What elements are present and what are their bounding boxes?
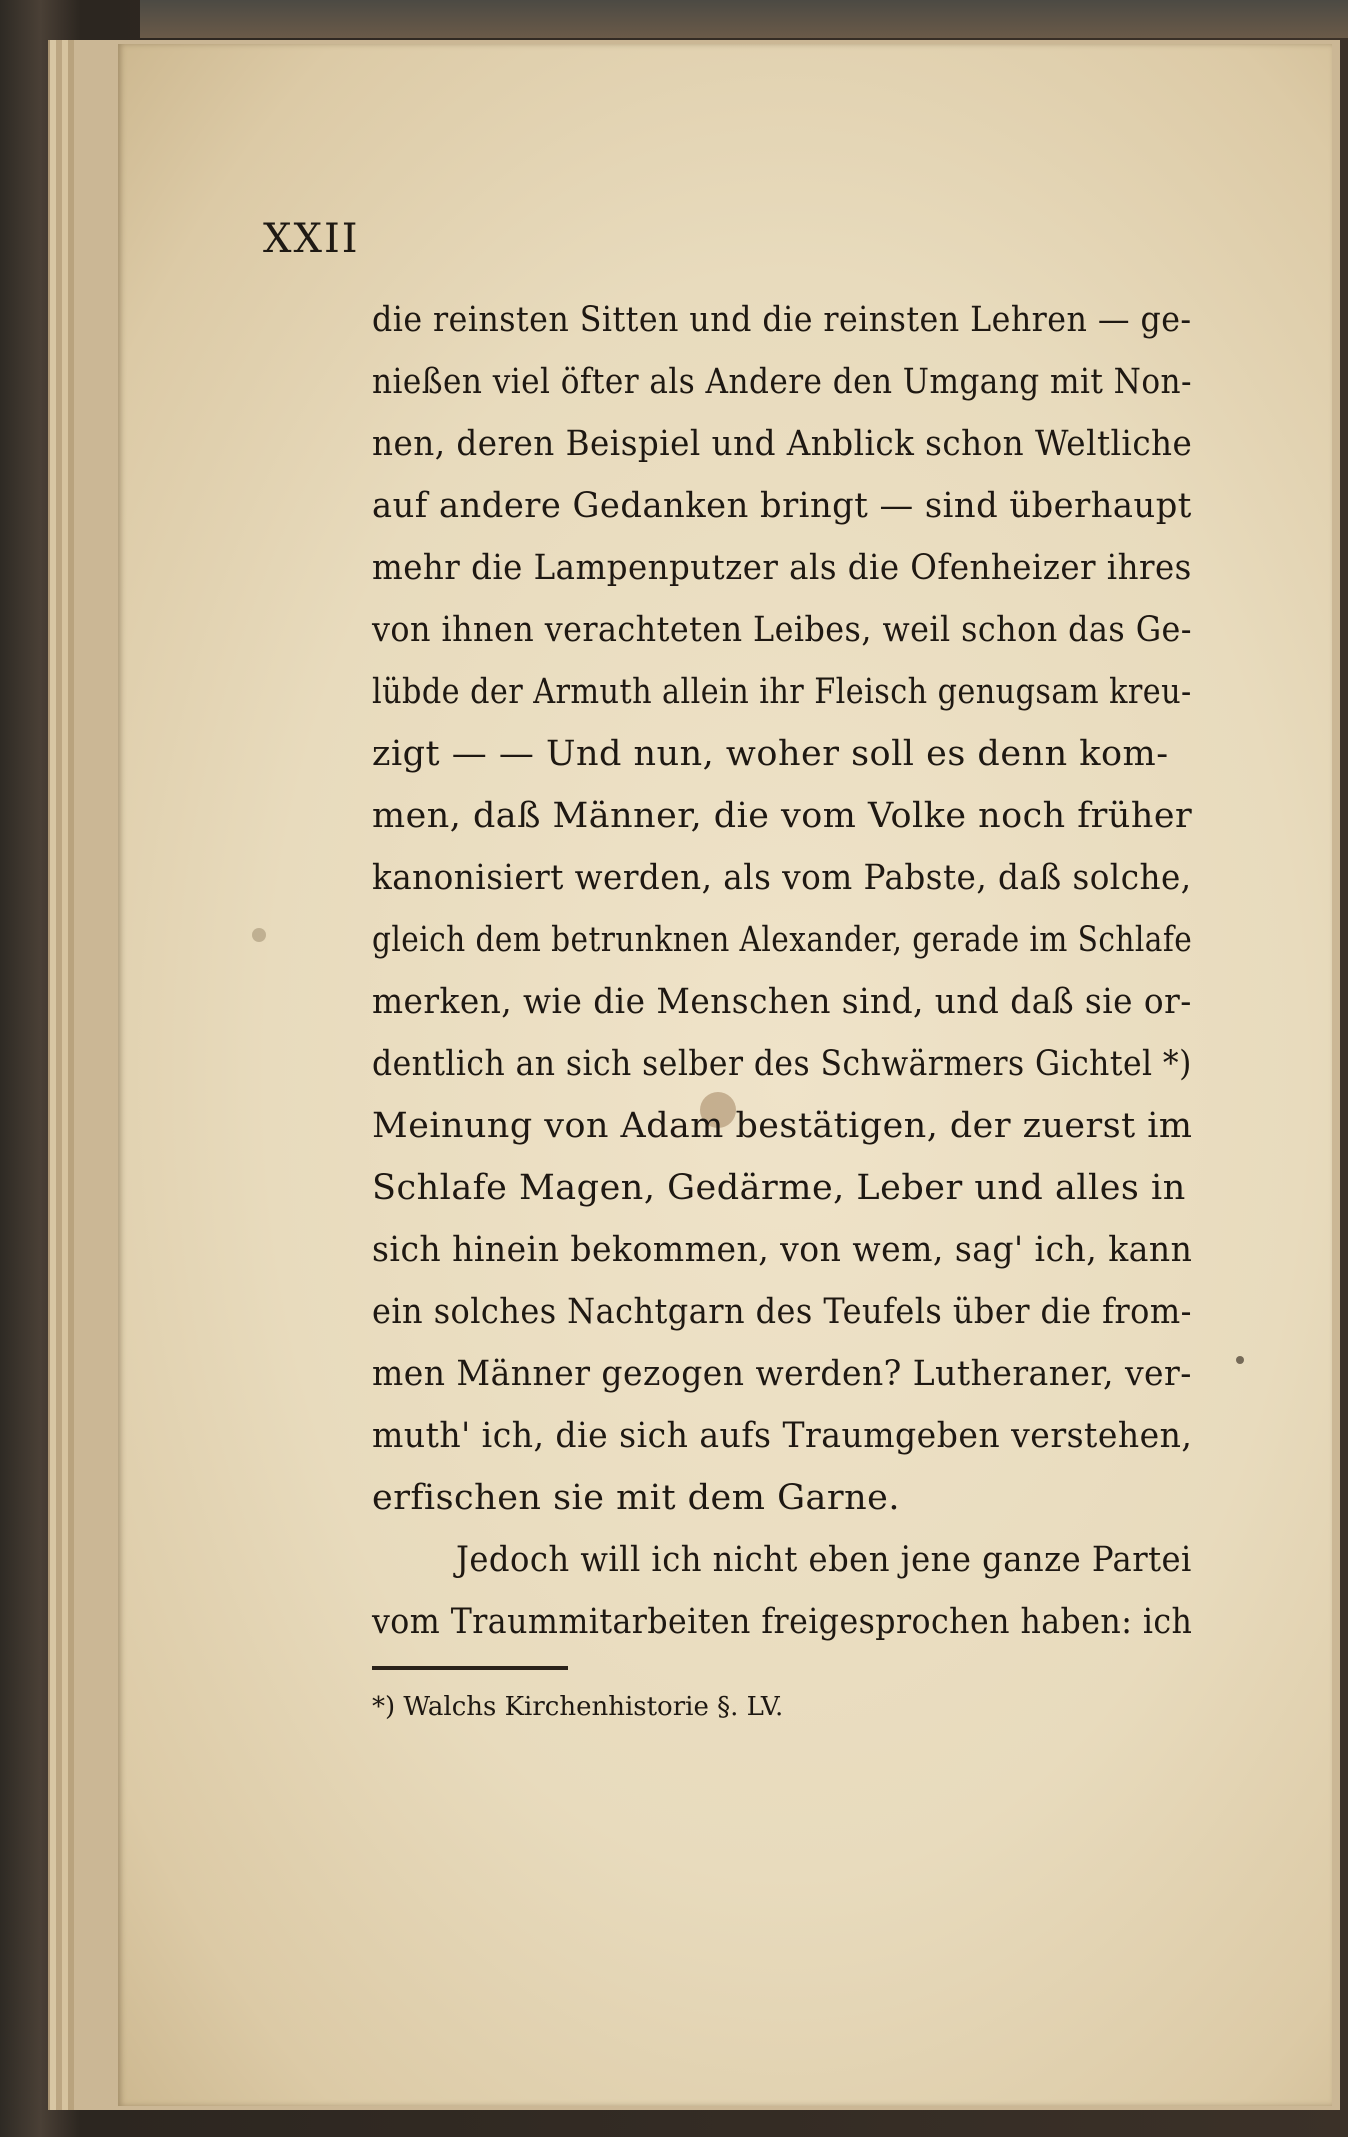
- text-line: merken, wie die Menschen sind, und daß sie or-: [372, 982, 1192, 1022]
- text-line: von ihnen verachteten Leibes, weil schon das Ge-: [372, 610, 1193, 650]
- text-line: men, daß Männer, die vom Volke noch früher: [372, 796, 1193, 836]
- text-line: Meinung von Adam bestätigen, der zuerst im: [372, 1106, 1193, 1146]
- text-line: Jedoch will ich nicht eben jene ganze Partei: [456, 1540, 1192, 1580]
- text-line: die reinsten Sitten und die reinsten Lehren — ge-: [372, 300, 1192, 340]
- paper-stain: [252, 928, 266, 942]
- text-line: auf andere Gedanken bringt — sind überhaupt: [372, 486, 1192, 526]
- text-line: ein solches Nachtgarn des Teufels über die from-: [372, 1292, 1192, 1332]
- footnote-rule: [372, 1666, 568, 1670]
- text-line: erfischen sie mit dem Garne.: [372, 1478, 901, 1518]
- text-line: nießen viel öfter als Andere den Umgang mit Non-: [372, 362, 1192, 402]
- text-line: Schlafe Magen, Gedärme, Leber und alles in: [372, 1168, 1186, 1208]
- book-cover-edge: [140, 0, 1348, 38]
- paper-stain: [1236, 1356, 1244, 1364]
- text-line: zigt — — Und nun, woher soll es denn kom-: [372, 734, 1169, 774]
- footnote: *) Walchs Kirchenhistorie §. LV.: [372, 1692, 784, 1722]
- text-line: kanonisiert werden, als vom Pabste, daß solche,: [372, 858, 1192, 898]
- text-line: mehr die Lampenputzer als die Ofenheizer ihres: [372, 548, 1192, 588]
- text-line: nen, deren Beispiel und Anblick schon Weltliche: [372, 424, 1193, 464]
- text-line: dentlich an sich selber des Schwärmers Gichtel *): [372, 1044, 1192, 1084]
- text-line: muth' ich, die sich aufs Traumgeben verstehen,: [372, 1416, 1193, 1456]
- text-line: gleich dem betrunknen Alexander, gerade im Schlafe: [372, 920, 1193, 960]
- text-line: lübde der Armuth allein ihr Fleisch genugsam kreu-: [372, 672, 1192, 712]
- page-number: XXII: [263, 216, 360, 262]
- text-line: sich hinein bekommen, von wem, sag' ich, kann: [372, 1230, 1193, 1270]
- text-line: men Männer gezogen werden? Lutheraner, ver-: [372, 1354, 1192, 1394]
- text-line: vom Traummitarbeiten freigesprochen haben: ich: [372, 1602, 1193, 1642]
